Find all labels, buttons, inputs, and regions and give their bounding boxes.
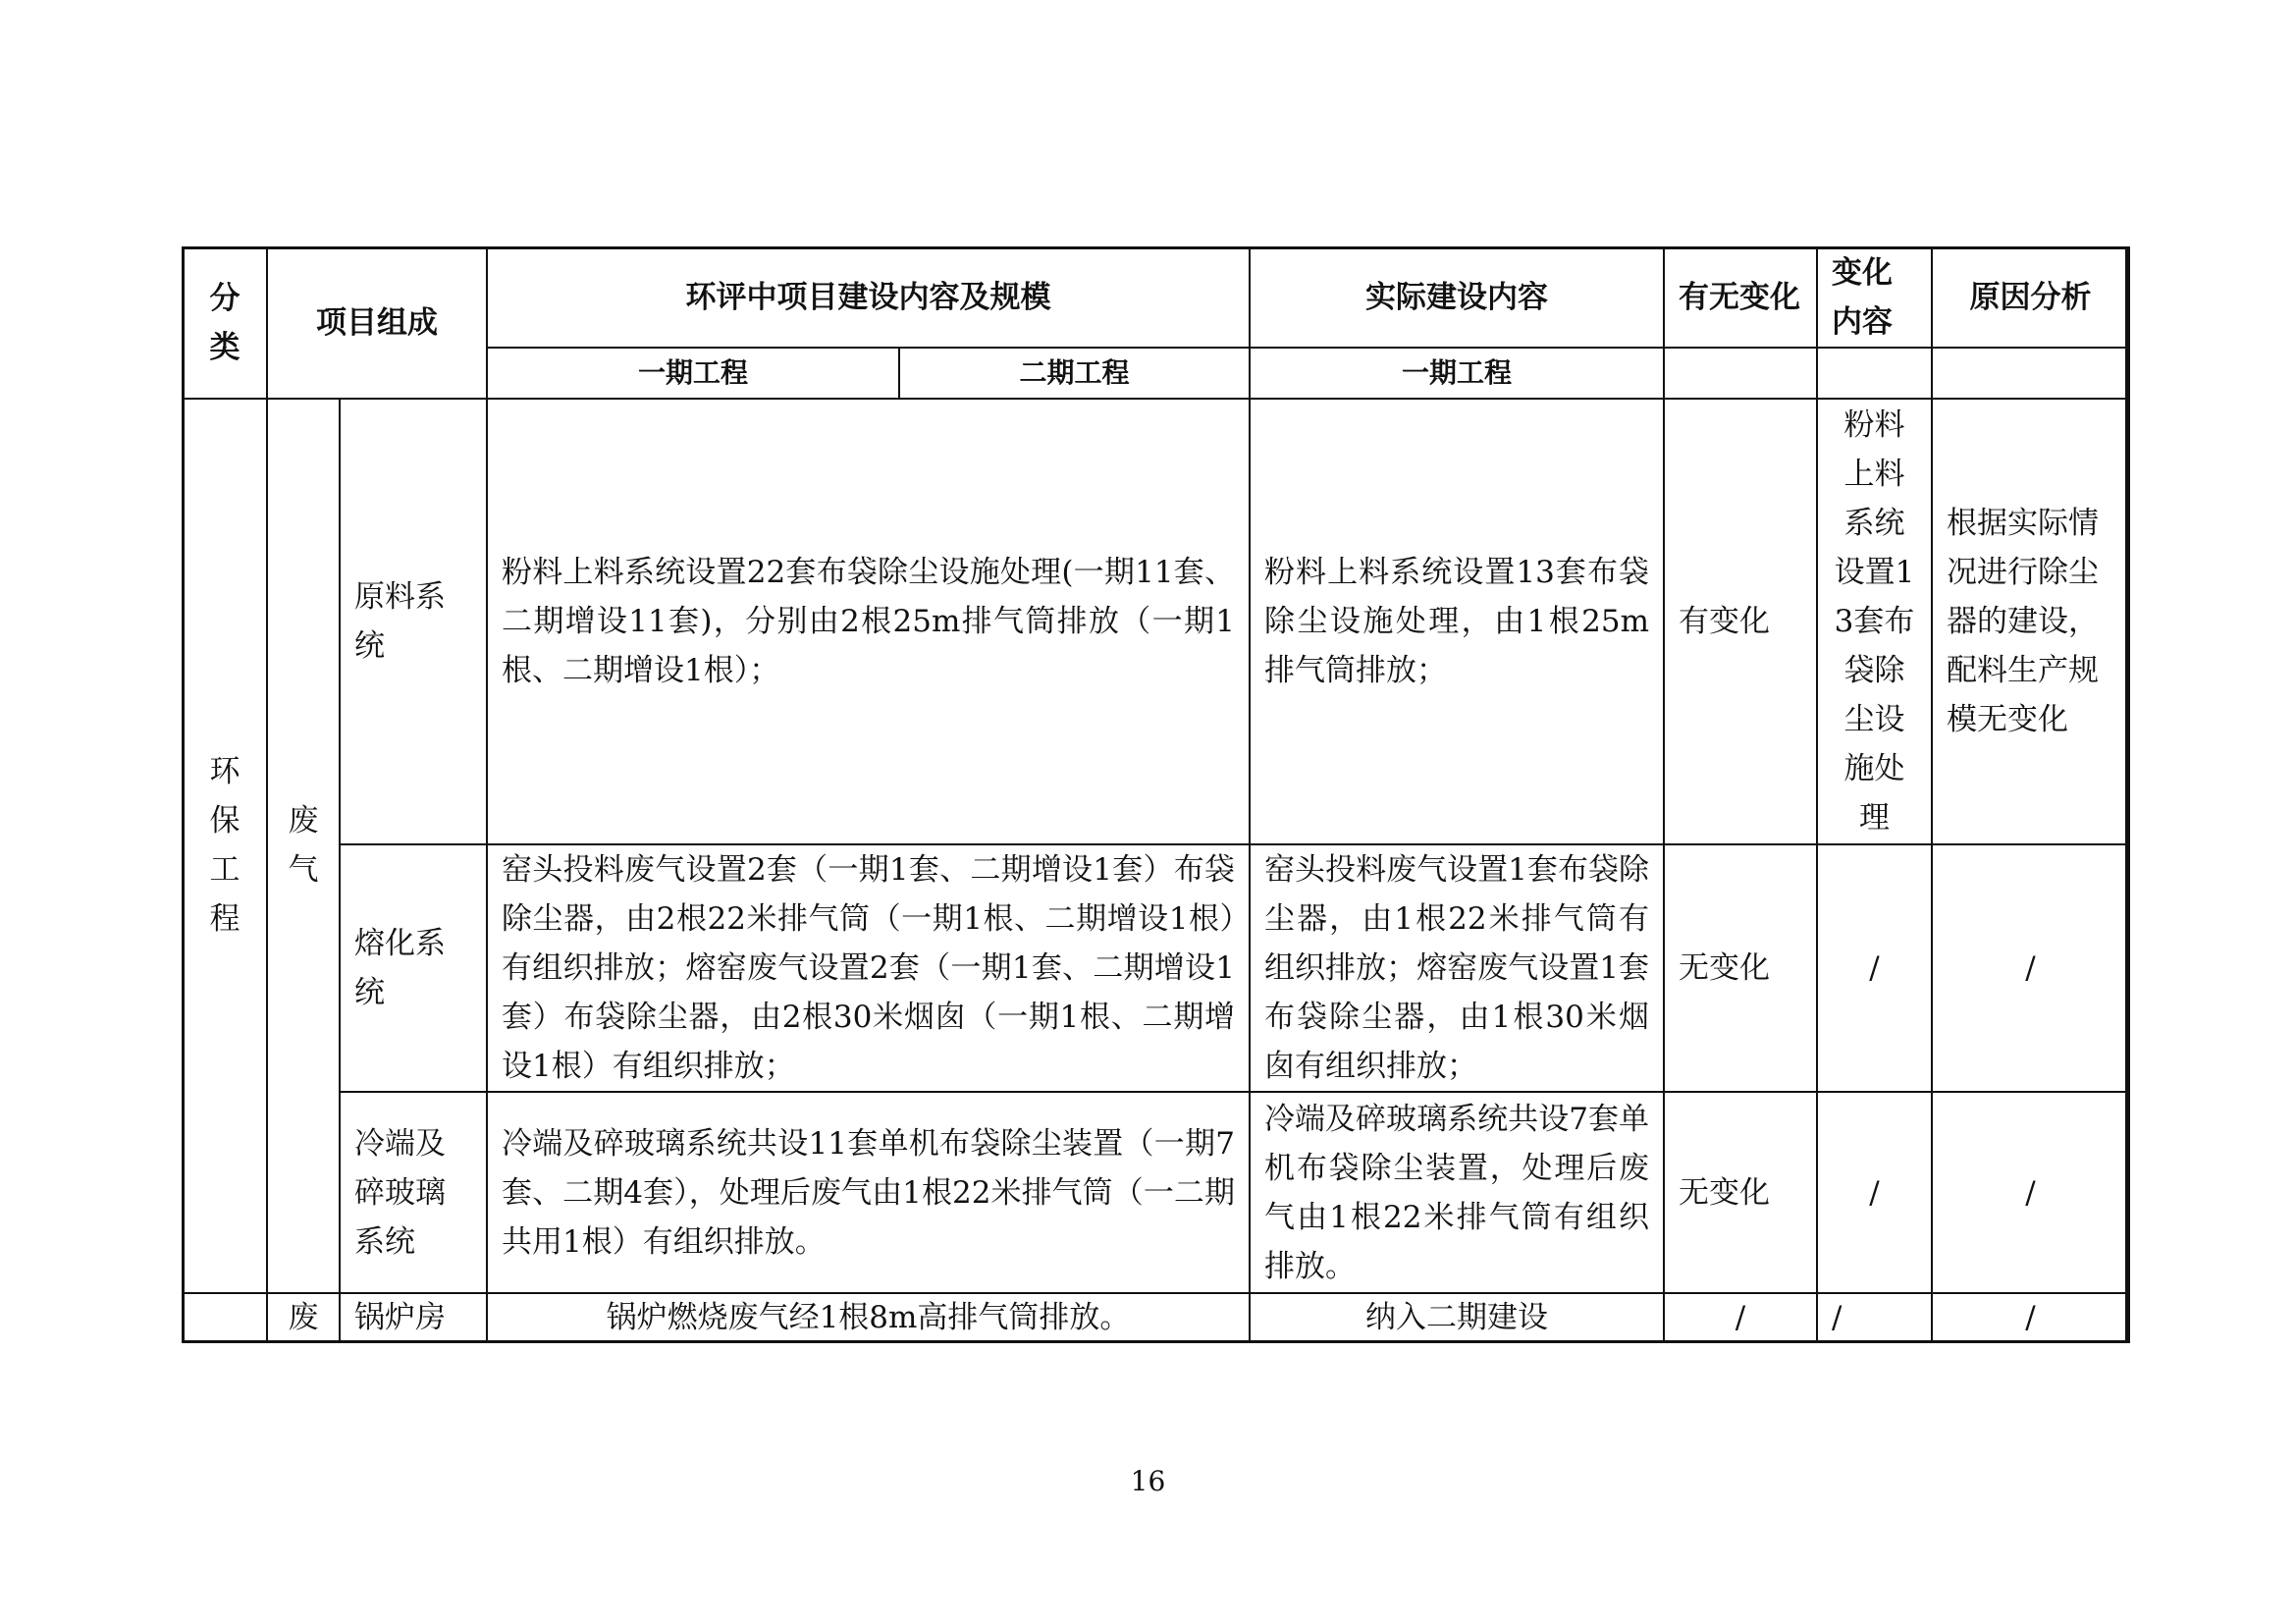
- change-content-cell: /: [1817, 1092, 1932, 1293]
- header-actual-content: 实际建设内容: [1250, 247, 1664, 348]
- header-phase-one: 一期工程: [487, 348, 899, 399]
- header-phase-two: 二期工程: [899, 348, 1250, 399]
- empty-cell: [1664, 348, 1817, 399]
- header-category: 分类: [183, 247, 267, 399]
- eia-cell: 冷端及碎玻璃系统共设11套单机布袋除尘装置（一期7套、二期4套），处理后废气由1根22米排气筒（一二期共用1根）有组织排放。: [487, 1092, 1250, 1293]
- eia-cell: 锅炉燃烧废气经1根8m高排气筒排放。: [487, 1293, 1250, 1342]
- eia-cell: 粉料上料系统设置22套布袋除尘设施处理(一期11套、二期增设11套)，分别由2根25m排气筒排放（一期1根、二期增设1根）；: [487, 399, 1250, 844]
- change-cell: 有变化: [1664, 399, 1817, 844]
- reason-cell: /: [1932, 1092, 2129, 1293]
- header-change-content: 变化内容: [1817, 247, 1932, 348]
- header-row: [183, 247, 2129, 348]
- item-cell: 熔化系统: [340, 844, 487, 1092]
- actual-cell: 粉料上料系统设置13套布袋除尘设施处理，由1根25m排气筒排放；: [1250, 399, 1664, 844]
- change-content-cell: /: [1817, 844, 1932, 1092]
- group-cell: 废气: [267, 399, 340, 1293]
- item-cell: 锅炉房: [340, 1293, 487, 1342]
- actual-cell: 冷端及碎玻璃系统共设7套单机布袋除尘装置，处理后废气由1根22米排气筒有组织排放。: [1250, 1092, 1664, 1293]
- actual-cell: 窑头投料废气设置1套布袋除尘器，由1根22米排气筒有组织排放；熔窑废气设置1套布袋除尘器，由1根30米烟囱有组织排放；: [1250, 844, 1664, 1092]
- header-reason: 原因分析: [1932, 247, 2129, 348]
- group-cell: 废: [267, 1293, 340, 1342]
- table-row: [183, 399, 2129, 844]
- change-content-cell: 粉料上料系统设置13套布袋除尘设施处理: [1817, 399, 1932, 844]
- empty-cell: [1817, 348, 1932, 399]
- change-content-cell: /: [1817, 1293, 1932, 1342]
- actual-cell: 纳入二期建设: [1250, 1293, 1664, 1342]
- category-cell: 环保工程: [183, 399, 267, 1293]
- reason-cell: 根据实际情况进行除尘器的建设，配料生产规模无变化: [1932, 399, 2129, 844]
- empty-cell: [1932, 348, 2129, 399]
- item-cell: 冷端及碎玻璃系统: [340, 1092, 487, 1293]
- empty-cell: [183, 1293, 267, 1342]
- table-row: [183, 1092, 2129, 1293]
- change-cell: /: [1664, 1293, 1817, 1342]
- reason-cell: /: [1932, 1293, 2129, 1342]
- header-eia-content: 环评中项目建设内容及规模: [487, 247, 1250, 348]
- item-cell: 原料系统: [340, 399, 487, 844]
- page-number: 16: [1130, 1465, 1166, 1497]
- environmental-table: [182, 246, 2130, 1343]
- header-project-composition: 项目组成: [267, 247, 487, 399]
- eia-cell: 窑头投料废气设置2套（一期1套、二期增设1套）布袋除尘器，由2根22米排气筒（一期1根、二期增设1根）有组织排放；熔窑废气设置2套（一期1套、二期增设1套）布袋除尘器，由2根30米烟囱（一期1根、二期增设1根）有组织排放；: [487, 844, 1250, 1092]
- change-cell: 无变化: [1664, 1092, 1817, 1293]
- table-row: [183, 1293, 2129, 1342]
- table-row: [183, 844, 2129, 1092]
- header-has-change: 有无变化: [1664, 247, 1817, 348]
- change-cell: 无变化: [1664, 844, 1817, 1092]
- reason-cell: /: [1932, 844, 2129, 1092]
- header-actual-phase-one: 一期工程: [1250, 348, 1664, 399]
